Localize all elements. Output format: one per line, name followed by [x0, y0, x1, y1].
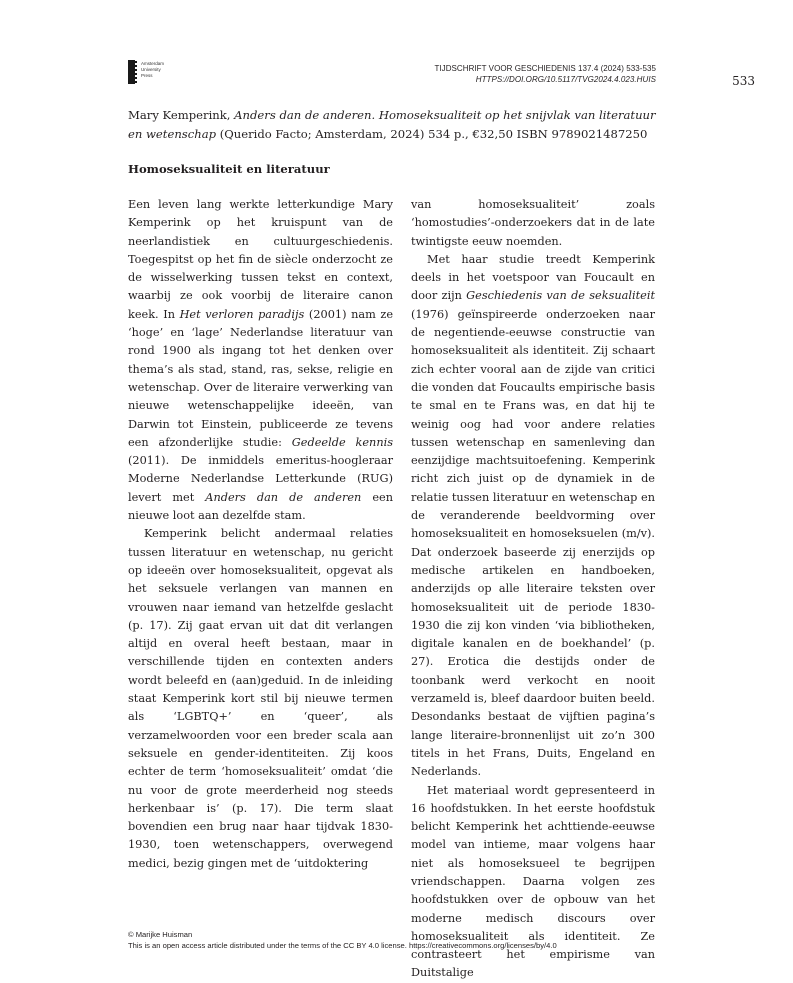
italic-title: Anders dan de anderen	[205, 490, 362, 504]
section-title: Homoseksualiteit en literatuur	[128, 162, 330, 176]
publisher-logo	[128, 60, 164, 84]
left-column	[128, 196, 393, 873]
book-citation	[128, 106, 658, 144]
citation-book-title: Anders dan de anderen. Homoseksualiteit op het snijvlak van literatuur en wetenschap	[128, 108, 656, 141]
text: Met haar studie treedt Kemperink deels in het voetspoor van Foucault en door zijn	[411, 252, 655, 303]
text: (2001) nam ze ‘hoge’ en ‘lage’ Nederlandse literatuur van rond 1900 als ingang tot het denken over thema’s als stad, stand, ras, sekse, religie en wetenschap. Over de literaire verwerking van nieuwe wetenschappelijke ideeën, van Darwin tot Einstein, publiceerde ze tevens een afzonderlijke studie:	[128, 307, 394, 449]
amsterdam-university-press-logo-icon	[128, 60, 135, 84]
publisher-line-2: University	[141, 67, 161, 72]
copyright-notice: © Marijke Huisman	[128, 930, 193, 939]
paragraph: van homoseksualiteit’ zoals ‘homostudies’-onderzoekers dat in de late twintigste eeuw noemden.	[411, 198, 655, 248]
text: (1976) geïnspireerde onderzoeken naar de negentiende-eeuwse constructie van homoseksualiteit als identiteit. Zij schaart zich echter vooral aan de zijde van critici die vonden dat Foucaults empirische basis te smal en te Frans was, en dat hij te weinig oog had voor andere relaties tussen wetenschap en samenleving dan eenzijdige machtsuitoefening. Kemperink richt zich juist op de dynamiek in de relatie tussen literatuur en wetenschap en de veranderende beeldvorming over homoseksualiteit en homoseksuelen (m/v). Dat onderzoek baseerde zij enerzijds op medische artikelen en handboeken, anderzijds op alle literaire teksten over homoseksualiteit uit de periode 1830-1930 die zij kon vinden ‘via bibliotheken, digitale kanalen en de boekhandel’ (p. 27). Erotica die destijds onder de toonbank werd verkocht en nooit verzameld is, bleef daardoor buiten beeld. Desondanks bestaat de vijftien pagina’s lange literaire-bronnenlijst uit zo’n 300 titels in het Frans, Duits, Engeland en Nederlands.	[411, 307, 655, 779]
italic-title: Gedeelde kennis	[291, 435, 394, 449]
paragraph	[128, 196, 393, 525]
publisher-name	[141, 60, 164, 79]
publisher-line-1: Amsterdam	[141, 61, 165, 66]
page-number: 533	[732, 74, 755, 88]
citation-details: (Querido Facto; Amsterdam, 2024) 534 p., €32,50 ISBN 9789021487250	[216, 127, 648, 141]
text: een nieuwe loot aan dezelfde stam.	[128, 490, 393, 523]
paragraph: Kemperink belicht andermaal relaties tussen literatuur en wetenschap, nu gericht op ideeën over homoseksualiteit, opgevat als het seksuele verlangen van mannen en vrouwen naar iemand van hetzelfde geslacht (p. 17). Zij gaat ervan uit dat dit verlangen altijd en overal heeft bestaan, maar in verschillende tijden en contexten anders wordt beleefd en (aan)geduid. In de inleiding staat Kemperink kort stil bij nieuwe termen als ‘LGBTQ+’ en ‘queer’, als verzamelwoorden voor een breder scala aan seksuele en gender-identiteiten. Zij koos echter de term ‘homoseksualiteit’ omdat ‘die nu voor de grote meerderheid nog steeds herkenbaar is’ (p. 17). Die term slaat bovendien een brug naar haar tijdvak 1830-1930, toen wetenschappers, overwegend medici, bezig gingen met de ‘uitdoktering	[128, 527, 393, 870]
italic-title: Geschiedenis van de seksualiteit	[466, 289, 655, 303]
publisher-line-3: Press	[141, 73, 153, 78]
paragraph: Het materiaal wordt gepresenteerd in 16 hoofdstukken. In het eerste hoofdstuk belicht Kemperink het achttiende-eeuwse model van intieme, maar volgens haar niet als homoseksueel te begrijpen vriendschappen. Daarna volgen zes hoofdstukken over de opbouw van het moderne medisch discours over homoseksualiteit als identiteit. Ze contrasteert het empirisme van Duitstalige	[411, 783, 655, 980]
text: (2011). De inmiddels emeritus-hoogleraar Moderne Nederlandse Letterkunde (RUG) levert met	[128, 454, 393, 504]
paragraph	[411, 251, 655, 782]
right-column	[411, 196, 655, 983]
journal-header	[434, 63, 656, 85]
italic-title: Het verloren paradijs	[179, 307, 305, 321]
citation-author: Mary Kemperink,	[128, 108, 235, 122]
text: Een leven lang werkte letterkundige Mary Kemperink op het kruispunt van de neerlandistiek en cultuurgeschiedenis. Toegespitst op het fin de siècle onderzocht ze de wisselwerking tussen tekst en context, waarbij ze ook voorbij de literaire canon keek. In	[128, 198, 393, 321]
doi-link[interactable]: HTTPS://DOI.ORG/10.5117/TVG2024.4.023.HUIS	[475, 75, 656, 84]
license-notice: This is an open access article distributed under the terms of the CC BY 4.0 license. https://creativecommons.org/licenses/by/4.0	[128, 941, 557, 950]
license-footer	[128, 929, 557, 951]
journal-citation-line: TIJDSCHRIFT VOOR GESCHIEDENIS 137.4 (2024) 533-535	[434, 64, 656, 73]
